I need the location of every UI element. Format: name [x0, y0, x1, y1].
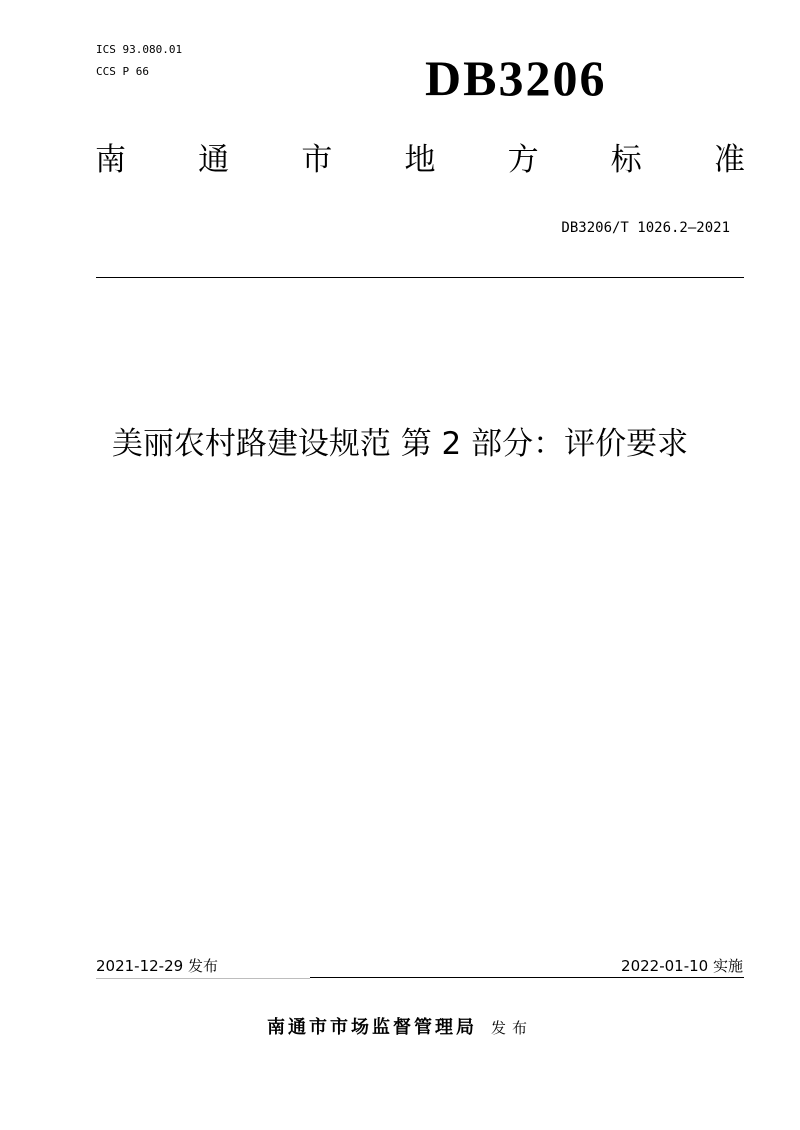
- ics-code: ICS 93.080.01: [96, 43, 183, 56]
- standard-type-char: 通: [198, 142, 230, 178]
- standard-code-mark: DB3206: [425, 50, 607, 106]
- ccs-code: CCS P 66: [96, 65, 149, 78]
- standard-number: DB3206/T 1026.2—2021: [561, 220, 730, 236]
- standard-type-heading: [95, 140, 745, 180]
- issuer-organization: 南通市市场监督管理局: [266, 1017, 477, 1038]
- implement-date: 2022-01-10 实施: [621, 957, 743, 975]
- footer-divider: [310, 977, 744, 978]
- footer-divider-light: [96, 978, 310, 979]
- standard-type-char: 标: [610, 142, 642, 178]
- standard-type-char: 方: [507, 142, 539, 178]
- standard-type-char: 准: [713, 142, 745, 178]
- document-title: 美丽农村路建设规范 第 2 部分：评价要求: [111, 426, 689, 462]
- standard-type-char: 市: [301, 142, 333, 178]
- issuer-line: [0, 1015, 800, 1041]
- standard-type-char: 南: [95, 142, 126, 178]
- publish-date: 2021-12-29 发布: [96, 957, 218, 975]
- standard-type-char: 地: [404, 142, 436, 178]
- header-divider: [96, 277, 744, 278]
- issuer-action: 发布: [490, 1019, 533, 1037]
